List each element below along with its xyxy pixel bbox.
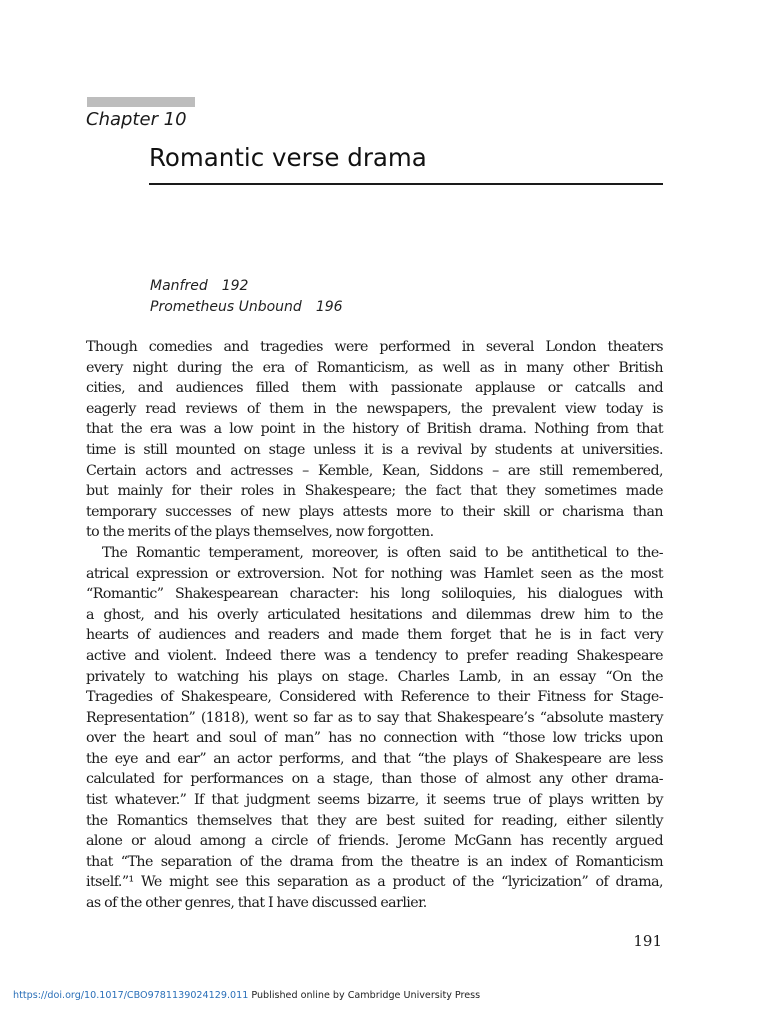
text-line: the eye and ear” an actor performs, and that “the plays of Shakespeare are less bbox=[86, 750, 663, 767]
text-line: that “The separation of the drama from the theatre is an index of Romanticism bbox=[86, 853, 663, 870]
text-line: Representation” (1818), went so far as to say that Shakespeare’s “absolute mastery bbox=[86, 709, 663, 726]
text-line: the Romantics themselves that they are best suited for reading, either silently bbox=[86, 812, 663, 829]
text-line: Though comedies and tragedies were performed in several London theaters bbox=[86, 339, 663, 355]
text-line: The Romantic temperament, moreover, is often said to be antithetical to the- bbox=[102, 544, 663, 561]
toc-entry-title: Manfred bbox=[150, 278, 208, 294]
page-number: 191 bbox=[633, 932, 662, 950]
text-line: cities, and audiences filled them with passionate applause or catcalls and bbox=[86, 380, 663, 397]
text-line: calculated for performances on a stage, than those of almost any other drama- bbox=[86, 771, 663, 788]
toc-entry[interactable] bbox=[150, 297, 343, 318]
text-line: alone or aloud among a circle of friends. Jerome McGann has recently argued bbox=[86, 833, 663, 850]
text-line: that the era was a low point in the history of British drama. Nothing from that bbox=[86, 421, 663, 438]
toc-entry-title: Prometheus Unbound bbox=[150, 299, 302, 315]
text-line: over the heart and soul of man” has no connection with “those low tricks upon bbox=[86, 730, 663, 747]
text-line: atrical expression or extroversion. Not for nothing was Hamlet seen as the most bbox=[86, 565, 663, 582]
chapter-contents bbox=[150, 276, 343, 318]
text-line: every night during the era of Romanticism, as well as in many other British bbox=[86, 359, 663, 376]
text-line: active and violent. Indeed there was a tendency to prefer reading Shakespeare bbox=[86, 647, 663, 664]
text-line: Certain actors and actresses – Kemble, Kean, Siddons – are still remembered, bbox=[86, 462, 663, 479]
chapter-label: Chapter 10 bbox=[86, 109, 187, 130]
text-line: Tragedies of Shakespeare, Considered with Reference to their Fitness for Stage- bbox=[86, 689, 663, 706]
text-line: but mainly for their roles in Shakespeare; the fact that they sometimes made bbox=[86, 483, 663, 500]
body-text bbox=[86, 337, 663, 914]
toc-entry[interactable] bbox=[150, 276, 343, 297]
text-line: as of the other genres, that I have discussed earlier. bbox=[86, 895, 427, 912]
text-line: itself.”¹ We might see this separation as a product of the “lyricization” of drama, bbox=[86, 874, 663, 891]
text-line: to the merits of the plays themselves, now forgotten. bbox=[86, 524, 434, 541]
title-rule bbox=[149, 183, 663, 185]
text-line: “Romantic” Shakespearean character: his long soliloquies, his dialogues with bbox=[86, 586, 663, 603]
toc-entry-page: 196 bbox=[315, 299, 343, 315]
text-line: temporary successes of new plays attests more to their skill or charisma than bbox=[86, 503, 663, 520]
chapter-marker-bar bbox=[87, 97, 195, 107]
text-line: eagerly read reviews of them in the newspapers, the prevalent view today is bbox=[86, 400, 663, 417]
text-line: a ghost, and his overly articulated hesitations and dilemmas drew him to the bbox=[86, 606, 663, 623]
text-line: privately to watching his plays on stage. Charles Lamb, in an essay “On the bbox=[86, 668, 663, 685]
text-line: hearts of audiences and readers and made them forget that he is in fact very bbox=[86, 627, 663, 644]
doi-link[interactable]: https://doi.org/10.1017/CBO9781139024129.011 bbox=[13, 990, 249, 1001]
footer bbox=[13, 990, 480, 1001]
footer-publisher-text: Published online by Cambridge University Press bbox=[248, 990, 481, 1001]
chapter-title: Romantic verse drama bbox=[149, 143, 427, 172]
text-line: tist whatever.” If that judgment seems bizarre, it seems true of plays written by bbox=[86, 792, 663, 809]
text-line: time is still mounted on stage unless it is a revival by students at universities. bbox=[86, 441, 663, 458]
toc-entry-page: 192 bbox=[221, 278, 249, 294]
